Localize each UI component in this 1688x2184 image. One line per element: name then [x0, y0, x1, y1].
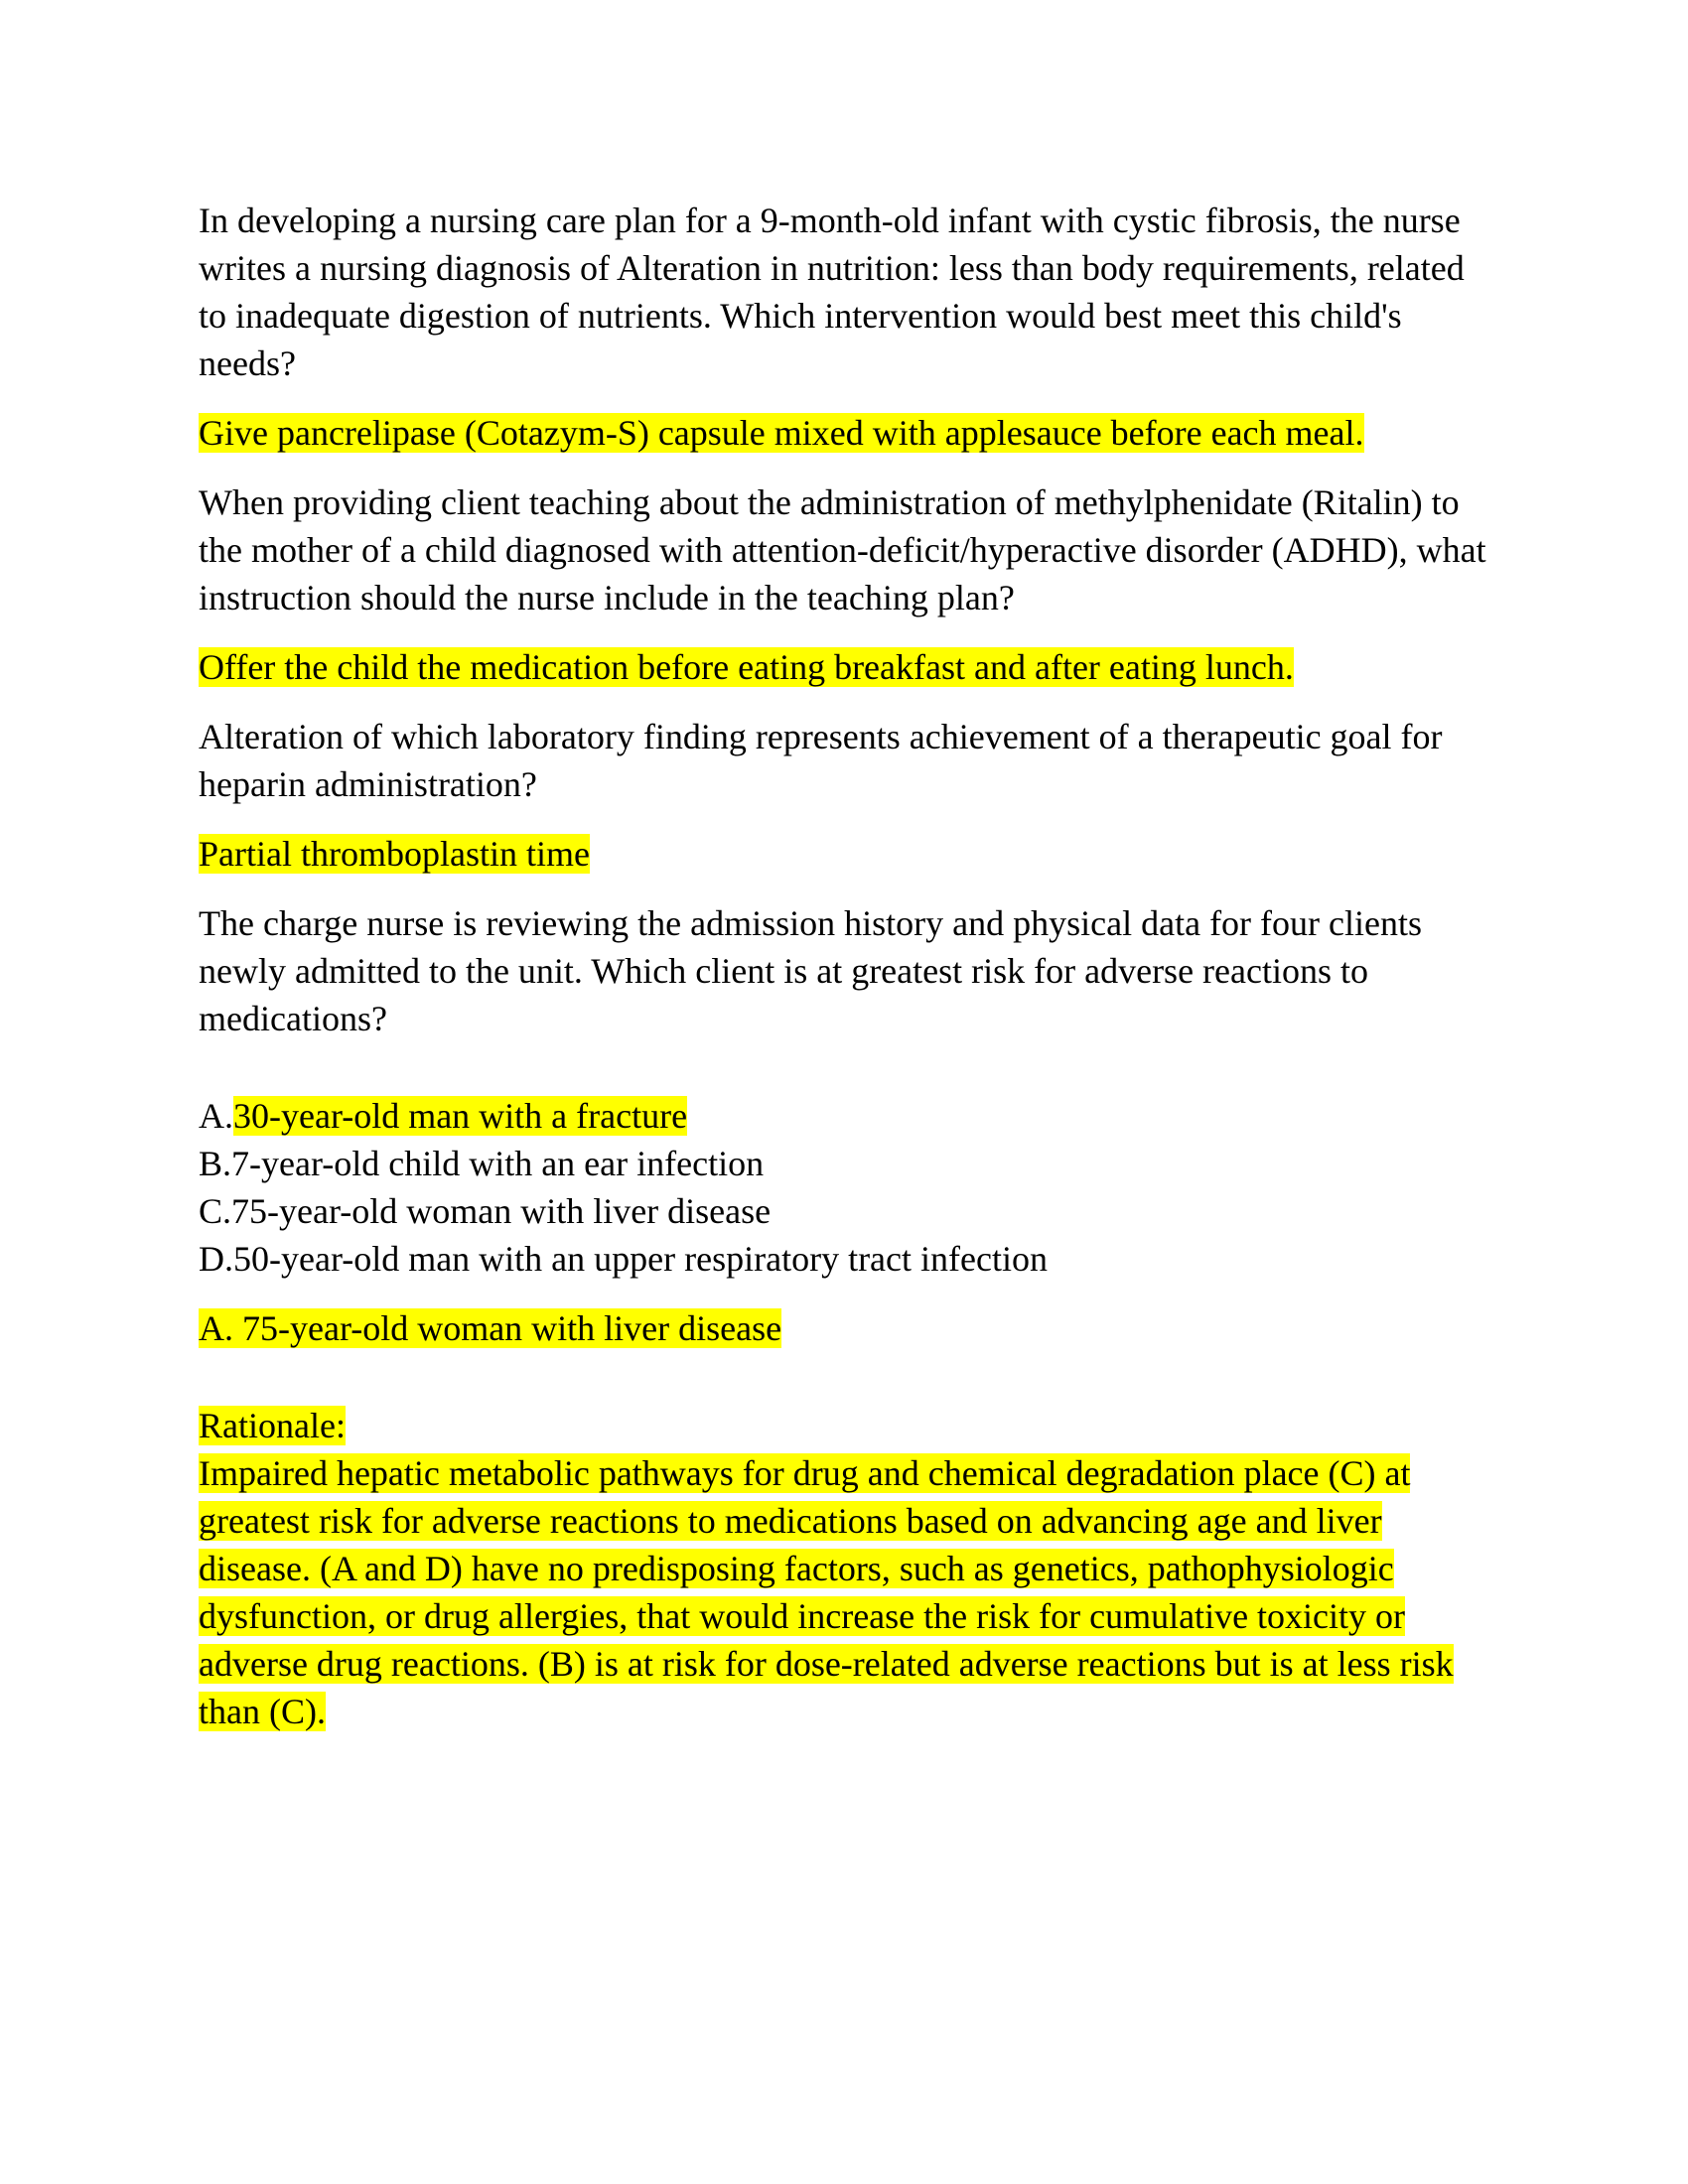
answer-4: A. 75-year-old woman with liver disease — [199, 1308, 782, 1348]
rationale-label: Rationale: — [199, 1406, 346, 1445]
answer-4-paragraph — [199, 1304, 1489, 1352]
answer-2: Offer the child the medication before eating breakfast and after eating lunch. — [199, 647, 1294, 687]
question-2: When providing client teaching about the administration of methylphenidate (Ritalin) to the mother of a child diagnosed with attention-deficit/hyperactive disorder (ADHD), what instruction should the nurse include in the teaching plan? — [199, 482, 1486, 617]
option-b-letter: B. — [199, 1144, 232, 1183]
option-d — [199, 1235, 1489, 1283]
option-b — [199, 1140, 1489, 1187]
option-b-text: 7-year-old child with an ear infection — [231, 1144, 765, 1183]
option-c-letter: C. — [199, 1191, 232, 1231]
option-c — [199, 1187, 1489, 1235]
question-4: The charge nurse is reviewing the admission history and physical data for four clients newly admitted to the unit. Which client is at greatest risk for adverse reactions to medications? — [199, 903, 1422, 1038]
question-1: In developing a nursing care plan for a 9-month-old infant with cystic fibrosis, the nurse writes a nursing diagnosis of Alteration in nutrition: less than body requirements, related to inadequate digestion of nutrients. Which intervention would best meet this child's needs? — [199, 201, 1465, 383]
answer-1: Give pancrelipase (Cotazym-S) capsule mixed with applesauce before each meal. — [199, 413, 1364, 453]
rationale-paragraph — [199, 1449, 1489, 1735]
question-3: Alteration of which laboratory finding represents achievement of a therapeutic goal for heparin administration? — [199, 717, 1443, 804]
answer-3-paragraph — [199, 830, 1489, 878]
option-a — [199, 1092, 1489, 1140]
option-d-letter: D. — [199, 1239, 233, 1279]
rationale-text: Impaired hepatic metabolic pathways for drug and chemical degradation place (C) at greatest risk for adverse reactions to medications based on advancing age and liver disease. (A and D) have no predisposing factors, such as genetics, pathophysiologic dysfunction, or drug allergies, that would increase the risk for cumulative toxicity or adverse drug reactions. (B) is at risk for dose-related adverse reactions but is at less risk than (C). — [199, 1453, 1454, 1731]
answer-options — [199, 1092, 1489, 1283]
document-page — [199, 197, 1489, 1735]
option-a-text: 30-year-old man with a fracture — [233, 1096, 688, 1136]
rationale-label-paragraph — [199, 1402, 1489, 1449]
option-c-text: 75-year-old woman with liver disease — [231, 1191, 772, 1231]
answer-1-paragraph — [199, 409, 1489, 457]
answer-3: Partial thromboplastin time — [199, 834, 590, 874]
option-a-letter: A. — [199, 1096, 233, 1136]
answer-2-paragraph — [199, 643, 1489, 691]
option-d-text: 50-year-old man with an upper respiratory tract infection — [233, 1239, 1048, 1279]
